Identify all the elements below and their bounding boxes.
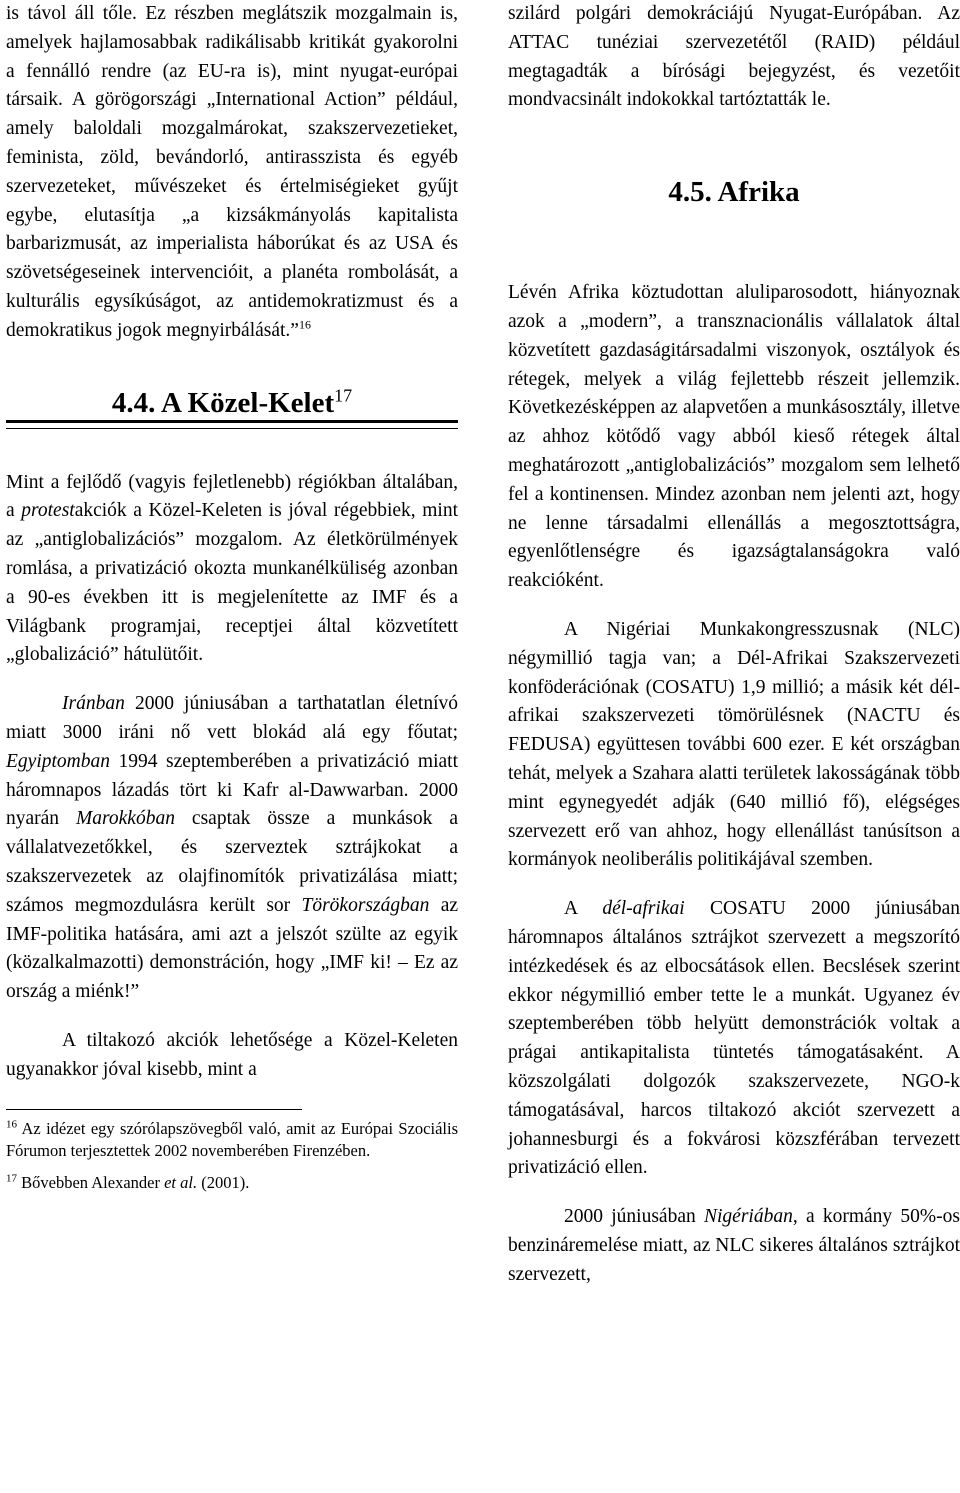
section-heading-kozel-kelet: 4.4. A Közel-Kelet$^{17}$	[111, 384, 353, 419]
paragraph-attac-tunisia: szilárd polgári demokráciájú Nyugat-Európában. Az ATTAC tunéziai szervezetétől (RAID) például megtagadták a bírósági bejegyzést, és vezetőit mondvacsinált indokokkal tartóztatták le.	[508, 3, 960, 111]
footnote-ref-17[interactable]: 17	[334, 384, 353, 405]
paragraph-international-action: is távol áll tőle. Ez részben meglátszik mozgalmain is, amelyek hajlamosabbak radikálisabb kritikát gyakorolni a fennálló rendre (az EU-ra is), mint nyugat-európai társaik. A görögországi „International Action” például, amely baloldali mozgalmárokat, szakszervezetieket, feminista, zöld, bevándorló, antirasszista és egyéb szervezeteket, művészeket és értelmiségieket gyűjt egybe, elutasítja „a kizsákmányolás kapitalista barbarizmusát, az imperialista háborúkat és az USA és szövetségeseinek intervencióit, a planéta rombolását, a kulturális egysíkúságot, az antidemokratizmust és a demokratikus jogok megnyirbálását.”$^{16}$	[6, 3, 458, 341]
paragraph-union-membership: A Nigériai Munkakongresszusnak (NLC) négymillió tagja van; a Dél-Afrikai Szakszervezeti konföderációnak (COSATU) 1,9 millió; a másik két dél-afrikai szakszervezeti tömörülésnek (NACTU és FEDUSA) együttesen további 600 ezer. E két országban tehát, melyek a Szahara alatti területek lakosságának több mint egynegyedét adják (640 millió fő), elégséges szervezett erő van ahhoz, hogy ellenállást tanúsítson a kormányok neoliberális politikájával szemben.	[508, 618, 960, 871]
right-column	[508, 0, 960, 1289]
left-column	[6, 0, 458, 1194]
footnote-16: $^{16}$ Az idézet egy szórólapszövegből való, amit az Európai Szociális Fórumon terjesztettek 2002 novemberében Firenzében.	[6, 1118, 458, 1160]
footnote-ref-16[interactable]: 16	[298, 317, 311, 332]
paragraph-kozel-kelet-intro: Mint a fejlődő (vagyis fejletlenebb) régiókban általában, a protestakciók a Közel-Keleten is jóval régebbiek, mint az „antiglobalizációs” mozgalom. Az életkörülmények romlása, a privatizáció okozta munkanélküliség azonban a 90-es években itt is megjelenítette az IMF és a Világbank programjai, receptjei által közvetített „globalizáció” hátulütőit.	[6, 471, 459, 666]
paragraph-country-protests: Iránban 2000 júniusában a tarthatatlan életnívó miatt 3000 iráni nő vett blokád alá egy főutat; Egyiptomban 1994 szeptemberében a privatizáció miatt háromnapos lázadás tört ki Kafr al-Dawwarban. 2000 nyarán Marokkóban csaptak össze a munkások a vállalatvezetőkkel, és szerveztek sztrájkokat a szakszervezetek az olajfinomítók privatizálása miatt; számos megmozdulásra került sor Törökországban az IMF-politika hatására, ami azt a jelszót szülte az egyik (közalkalmazotti) demonstráción, hogy „IMF ki! – Ez az ország a miénk!”	[6, 693, 458, 1003]
paragraph-afrika-intro: Lévén Afrika köztudottan aluliparosodott, hiányoznak azok a „modern”, a transznacionális vállalatok által közvetített gazdaságitársadalmi viszonyok, osztályok és rétegek, melyek a világ fejlettebb részeit jellemzik. Következésképpen az alapvetően a munkásosztály, illetve az ahhoz kötődő vagy abból kieső rétegek által meghatározott „antiglobalizációs” mozgalom sem lelhető fel a kontinensen. Mindez azonban nem jelenti azt, hogy ne lenne társadalmi ellenállás a megosztottságra, egyenlőtlenségre és igazságtalanságokra való reakcióként.	[508, 282, 960, 592]
footnote-separator	[6, 1109, 302, 1110]
section-heading-afrika: 4.5. Afrika	[668, 176, 800, 209]
heading-rule	[6, 420, 458, 429]
paragraph-cosatu-strike: A dél-afrikai COSATU 2000 júniusában háromnapos általános sztrájkot szervezett a megszorító intézkedések és az elbocsátások ellen. Becslések szerint ekkor négymillió ember tette le a munkát. Ugyanez év szeptemberében több helyütt demonstrációk voltak a prágai antikapitalista tüntetés támogatásaként. A közszolgálati dolgozók szakszervezete, NGO-k támogatásával, harcos tiltakozó akciót szervezett a johannesburgi és a fokvárosi közszférában tervezett privatizáció ellen.	[508, 898, 960, 1179]
footnote-17: $^{17}$ Bővebben Alexander et al. (2001).	[6, 1172, 250, 1192]
paragraph-protest-possibilities: A tiltakozó akciók lehetősége a Közel-Keleten ugyanakkor jóval kisebb, mint a	[6, 1029, 458, 1080]
paragraph-nigeria-strike: 2000 júniusában Nigériában, a kormány 50%-os benzináremelése miatt, az NLC sikeres általános sztrájkot szervezett,	[508, 1206, 960, 1285]
